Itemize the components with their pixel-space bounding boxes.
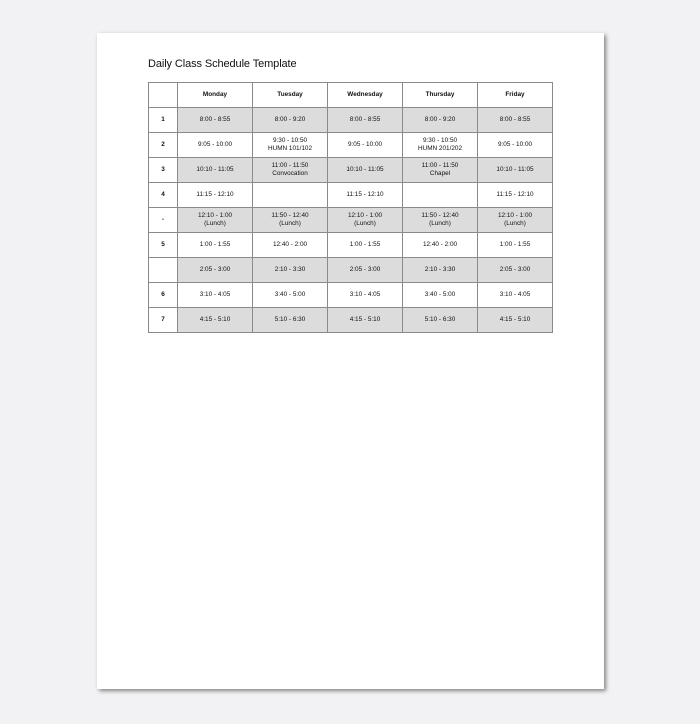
cell-text: 10:10 - 11:05 (196, 166, 234, 173)
schedule-cell (328, 133, 403, 158)
schedule-cell (403, 233, 478, 258)
schedule-cell (403, 183, 478, 208)
cell-text: Chapel (429, 170, 451, 177)
cell-text: 8:00 - 8:55 (349, 116, 381, 123)
cell-text: 12:10 - 1:00 (347, 212, 383, 219)
schedule-cell (478, 183, 553, 208)
period-number: 1 (149, 108, 178, 133)
cell-text: 1:00 - 1:55 (349, 241, 381, 248)
schedule-cell (403, 158, 478, 183)
cell-text: 9:05 - 10:00 (497, 141, 533, 148)
schedule-cell (178, 283, 253, 308)
cell-text: 1:00 - 1:55 (199, 241, 231, 248)
cell-text: 12:40 - 2:00 (422, 241, 458, 248)
header-day-friday: Friday (478, 83, 553, 108)
table-row (149, 308, 553, 333)
cell-text: 10:10 - 11:05 (496, 166, 534, 173)
schedule-cell (178, 308, 253, 333)
schedule-cell (328, 158, 403, 183)
cell-text: HUMN 101/102 (267, 145, 313, 152)
cell-text: 9:05 - 10:00 (197, 141, 233, 148)
schedule-cell (478, 133, 553, 158)
cell-text: 12:10 - 1:00 (497, 212, 533, 219)
cell-text: 5:10 - 6:30 (424, 316, 456, 323)
cell-text: 9:30 - 10:50 (272, 137, 308, 144)
cell-text: 9:05 - 10:00 (347, 141, 383, 148)
cell-text: 1:00 - 1:55 (499, 241, 531, 248)
cell-text: (Lunch) (204, 220, 226, 227)
cell-text: 8:00 - 8:55 (199, 116, 231, 123)
table-row (149, 133, 553, 158)
schedule-cell (328, 283, 403, 308)
schedule-cell (478, 208, 553, 233)
schedule-cell (253, 308, 328, 333)
cell-text: HUMN 201/202 (417, 145, 463, 152)
table-row (149, 108, 553, 133)
table-row (149, 183, 553, 208)
schedule-cell (478, 283, 553, 308)
header-day-tuesday: Tuesday (253, 83, 328, 108)
cell-text: 12:40 - 2:00 (272, 241, 308, 248)
schedule-cell (403, 133, 478, 158)
schedule-cell (478, 158, 553, 183)
table-row (149, 158, 553, 183)
schedule-cell (403, 258, 478, 283)
header-day-wednesday: Wednesday (328, 83, 403, 108)
period-number (149, 258, 178, 283)
cell-text: 4:15 - 5:10 (499, 316, 531, 323)
schedule-cell (478, 308, 553, 333)
cell-text: 11:15 - 12:10 (196, 191, 234, 198)
period-number: 7 (149, 308, 178, 333)
cell-text: Convocation (272, 170, 308, 177)
cell-text: 10:10 - 11:05 (346, 166, 384, 173)
cell-text: 11:50 - 12:40 (421, 212, 459, 219)
schedule-cell (403, 208, 478, 233)
schedule-cell (178, 133, 253, 158)
cell-text: 2:10 - 3:30 (274, 266, 306, 273)
schedule-cell (253, 158, 328, 183)
cell-text: 2:05 - 3:00 (199, 266, 231, 273)
table-row (149, 233, 553, 258)
cell-text: 2:05 - 3:00 (499, 266, 531, 273)
schedule-cell (253, 133, 328, 158)
schedule-cell (178, 258, 253, 283)
schedule-cell (178, 183, 253, 208)
schedule-cell (328, 108, 403, 133)
cell-text: 9:30 - 10:50 (422, 137, 458, 144)
schedule-cell (178, 158, 253, 183)
schedule-cell (328, 183, 403, 208)
schedule-cell (403, 308, 478, 333)
schedule-cell (478, 233, 553, 258)
document-page (97, 33, 604, 689)
schedule-cell (478, 108, 553, 133)
schedule-table (148, 82, 553, 333)
schedule-cell (253, 258, 328, 283)
cell-text: (Lunch) (354, 220, 376, 227)
schedule-cell (178, 208, 253, 233)
schedule-cell (328, 208, 403, 233)
schedule-cell (178, 108, 253, 133)
cell-text: 4:15 - 5:10 (349, 316, 381, 323)
cell-text: 8:00 - 9:20 (424, 116, 456, 123)
schedule-cell (253, 283, 328, 308)
cell-text: 8:00 - 8:55 (499, 116, 531, 123)
table-row (149, 283, 553, 308)
header-day-monday: Monday (178, 83, 253, 108)
period-number: 5 (149, 233, 178, 258)
schedule-cell (253, 208, 328, 233)
cell-text: 5:10 - 6:30 (274, 316, 306, 323)
cell-text: (Lunch) (504, 220, 526, 227)
cell-text: 11:50 - 12:40 (271, 212, 309, 219)
cell-text: 11:00 - 11:50 (421, 162, 459, 169)
cell-text: 3:10 - 4:05 (349, 291, 381, 298)
cell-text: 3:40 - 5:00 (274, 291, 306, 298)
schedule-cell (253, 183, 328, 208)
schedule-cell (253, 233, 328, 258)
cell-text: 4:15 - 5:10 (199, 316, 231, 323)
header-day-thursday: Thursday (403, 83, 478, 108)
period-number: 6 (149, 283, 178, 308)
table-row (149, 258, 553, 283)
table-row (149, 208, 553, 233)
cell-text: 3:40 - 5:00 (424, 291, 456, 298)
schedule-body (149, 108, 553, 333)
schedule-cell (253, 108, 328, 133)
cell-text: 3:10 - 4:05 (499, 291, 531, 298)
schedule-cell (328, 258, 403, 283)
cell-text: 8:00 - 9:20 (274, 116, 306, 123)
cell-text: 2:05 - 3:00 (349, 266, 381, 273)
schedule-cell (328, 233, 403, 258)
schedule-cell (178, 233, 253, 258)
period-number: 3 (149, 158, 178, 183)
period-number: 2 (149, 133, 178, 158)
schedule-cell (478, 258, 553, 283)
schedule-cell (403, 108, 478, 133)
document-title: Daily Class Schedule Template (148, 58, 297, 70)
cell-text: (Lunch) (429, 220, 451, 227)
cell-text: 11:15 - 12:10 (496, 191, 534, 198)
cell-text: (Lunch) (279, 220, 301, 227)
cell-text: 11:15 - 12:10 (346, 191, 384, 198)
cell-text: 11:00 - 11:50 (271, 162, 309, 169)
period-number: - (149, 208, 178, 233)
cell-text: 2:10 - 3:30 (424, 266, 456, 273)
schedule-cell (328, 308, 403, 333)
cell-text: 12:10 - 1:00 (197, 212, 233, 219)
cell-text: 3:10 - 4:05 (199, 291, 231, 298)
schedule-cell (403, 283, 478, 308)
header-corner (149, 83, 178, 108)
header-row (149, 83, 553, 108)
period-number: 4 (149, 183, 178, 208)
